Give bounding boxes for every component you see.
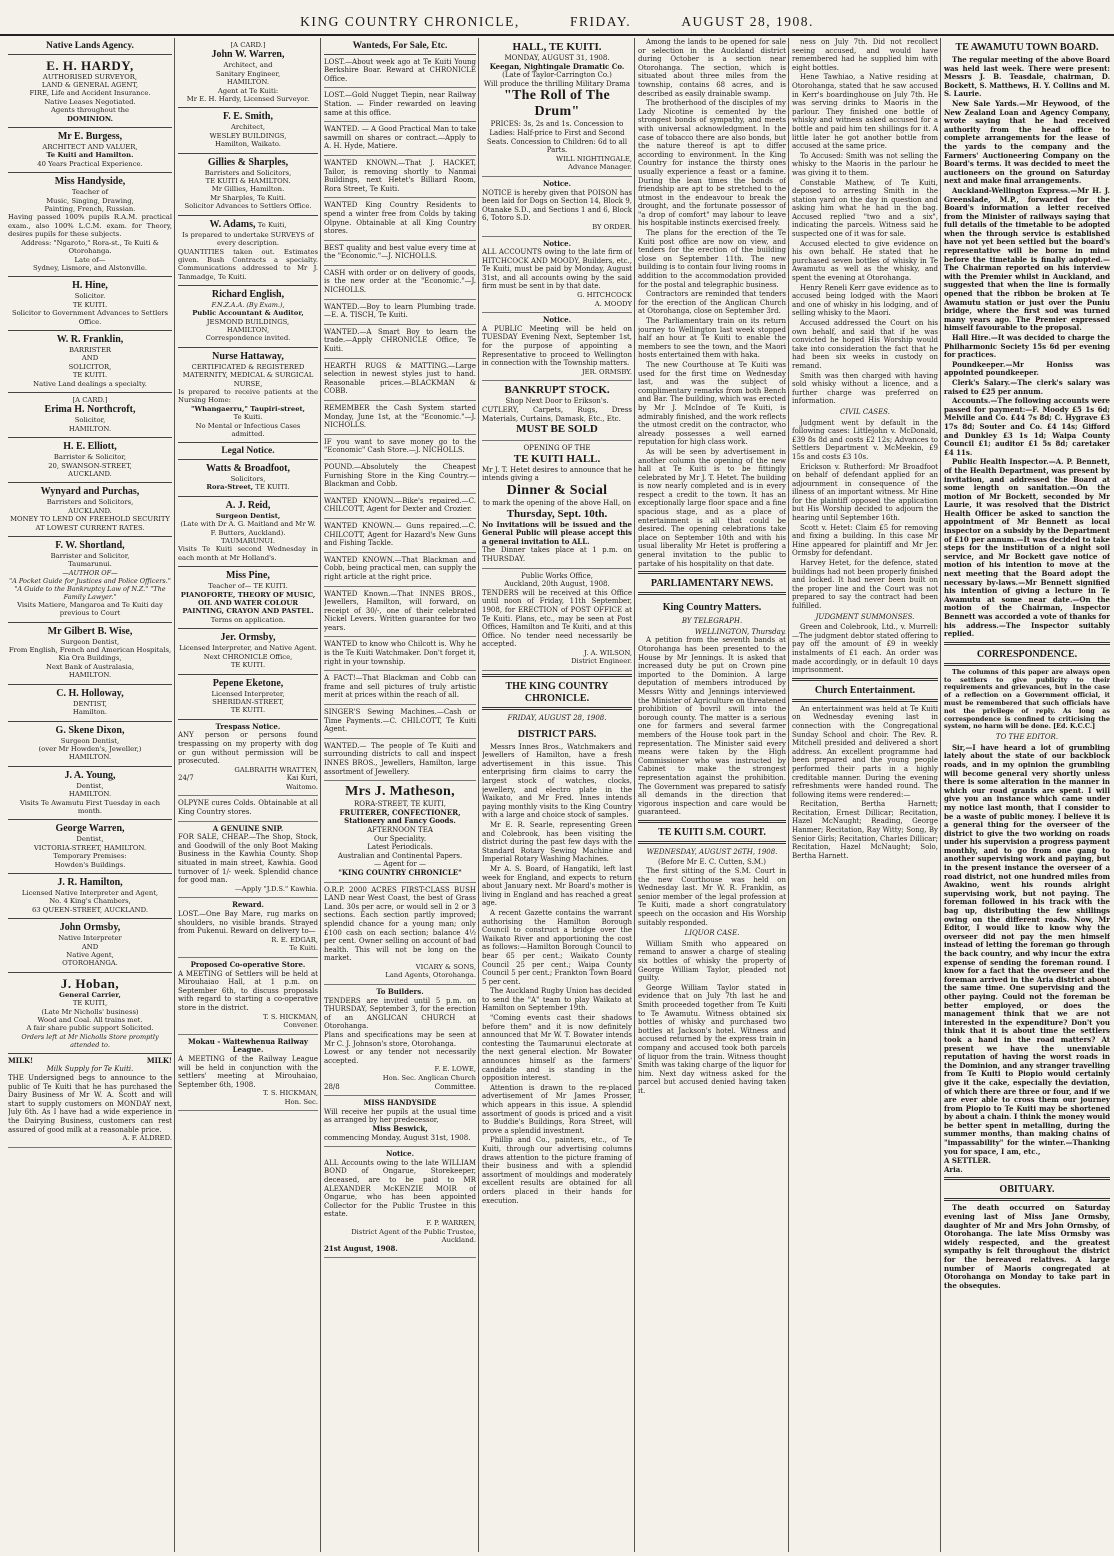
wanted-ad: POUND.—Absolutely the Cheapest Furnishing Store in the King Country.—Blackman and Cobb. [324, 460, 476, 494]
card-young: J. A. Young, Dentist, HAMILTON. Visits Te Awamutu First Tuesday in each month. [8, 767, 172, 821]
wanted-ad: WANTED.—Boy to learn Plumbing trade.—E. A. TISCH, Te Kuiti. [324, 300, 476, 325]
column-rule [174, 38, 175, 1552]
masthead-title: KING COUNTRY CHRONICLE, [300, 14, 520, 29]
native-lands-heading: Native Lands Agency. [8, 38, 172, 55]
church-entertainment-heading: Church Entertainment. [792, 678, 938, 702]
wanted-ad: LOST.—Gold Nugget Tiepin, near Railway Station. — Finder rewarded on leaving same at this office. [324, 88, 476, 122]
by-telegraph: BY TELEGRAPH. [681, 617, 743, 626]
town-board-heading: TE AWAMUTU TOWN BOARD. [955, 42, 1099, 53]
masthead-date: AUGUST 28, 1908. [681, 14, 814, 29]
bankrupt-stock-ad: BANKRUPT STOCK. Shop Next Door to Erikson's. CUTLERY, Carpets, Rugs, Dress Materials, Curtains, Damask, Etc., Etc. MUST BE SOLD [482, 381, 632, 441]
milk-supply-ad: MILK! MILK! Milk Supply for Te Kuiti. THE Undersigned begs to announce to the public of Te Kuiti that he has purchased the Dairy Business of Mr W. A. Scott and will start to supply customers on MONDAY next, July 6th. As I have had a wide experience in the Dairying Business, customers can rest assured of good milk at a reasonable price. A. F. ALDRED. [8, 1054, 172, 1148]
card-hamilton: J. R. Hamilton, Licensed Native Interpreter and Agent, No. 4 King's Chambers, 63 QUEEN-STREET, AUCKLAND. [8, 874, 172, 919]
reward-ad: Reward. LOST.—One Bay Mare, rug marks on shoulders, no visible brands. Strayed from Pukenui. Reward on delivery to— R. E. EDGAR, Te Kuiti. [178, 898, 318, 958]
masthead-day: FRIDAY. [569, 14, 632, 29]
column-7 [944, 38, 1110, 1552]
wanted-ads-list [324, 55, 476, 782]
card-northcroft: [A CARD.] Erima H. Northcroft, Solicitor, HAMILTON. [8, 393, 172, 438]
column-rule [788, 38, 789, 1552]
card-burgess: Mr E. Burgess, ARCHITECT AND VALUER, Te Kuiti and Hamilton. 40 Years Practical Experience. [8, 128, 172, 173]
masthead [0, 0, 1114, 36]
district-par: The Auckland Rugby Union has decided to send the "A" team to play Waikato at Hamilton on September 19th. [482, 987, 632, 1013]
news-paragraph: Constable Mathew, of Te Kuiti, deposed to arresting Smith in the station yard on the day in question and asking him what he had in the bag. Accused replied "two and a six", indicating the parcels. Witness said he suspected one of it was for sale. [792, 178, 938, 239]
news-paragraph: The brotherhood of the disciples of my Lady Nicotine is cemented by the strongest bonds of sympathy, and meets with universal acknowledgment. In the case of tobacco there are also bonds, but the nature thereof is apt to differ according to environment. In the King Country for instance the thirsty ones usually experience a feast or a famine. During the lean times the bonds of friendship are apt to be stretched to the utmost in the endeavour to break the drought, and the fortunate possessor of "a drop of comfort" may labour to leave his hospitable instincts exercised freely. [638, 99, 786, 228]
district-par: A recent Gazette contains the warrant authorising the Hamilton Borough Council to construct a bridge over the Waikato River and apportioning the cost as follows:—Hamilton Borough Council to bear 65 per cent.; Waikato County Council 25 per cent.; Waipa County Council 5 per cent.; Frankton Town Board 5 per cent. [482, 908, 632, 986]
news-paragraph: New Sale Yards.—Mr Heywood, of the New Zealand Loan and Agency Company, wrote saying that he had received authority from the head office to complete arrangements for the lease of the yards to the company and the Farmers' Auctioneering Company on the Board's terms. It was decided to meet the auctioneers on the ground on Saturday next and make final arrangements. [944, 98, 1110, 186]
hall-opening-ad: OPENING OF THE TE KUITI HALL. Mr J. T. Hetet desires to announce that he intends giving a Dinner & Social to mark the opening of the above Hall, on Thursday, Sept. 10th. No Invitations will be issued and the General Public will please accept this a general invitation to ALL. The Dinner takes place at 1 p.m. on THURSDAY. [482, 441, 632, 568]
district-par: Mr E. R. Searle, representing Green and Colebrook, has been visiting the district during the past few days with the Standard Rotary Sewing Machine and Imperial Rotary Washing Machines. [482, 821, 632, 864]
news-paragraph: ness on July 7th. Did not recollect seeing accused, and would have remembered had he supplied him with eight bottles. [792, 38, 938, 72]
card-adams: W. Adams, Te Kuiti, Is prepared to undertake SURVEYS of every description. QUANTITIES taken out. Estimates given. Bush Contracts a specialty. Communications addressed to Mr J. Tanmadge, Te Kuiti. [178, 216, 318, 286]
card-smith: F. E. Smith, Architect, WESLEY BUILDINGS, Hamilton, Waikato. [178, 108, 318, 153]
wanted-ad: WANTED Known.—That INNES BROS., Jewellers, Hamilton, will forward, on receipt of 30/-, one of their celebrated Nickel Levers. Written guarantee for two years. [324, 587, 476, 638]
court-date: WEDNESDAY, AUGUST 26TH, 1908. [646, 847, 778, 856]
letter-body: Sir,—I have heard a lot of grumbling lately about the state of our backblock roads, and in my opinion the grumbling will become general very shortly unless there is some alteration in the manner in which our road grants are spent. I will give you an instance which came under my notice last month, that I consider to be a waste of public money. I believe it is a general thing for the overseer of the district to give the two working on roads under his supervision a progress payment monthly, and to go from one gang to another supervising work and paying, but in the present instance the overseer of a road district, not one hundred miles from Awakino, went his rounds alright supervising work, but not paying. The foreman followed in his track with the bag up, distributing the few shillings owing on the different roads. Now, Mr Editor, I would like to know why the overseer did not pay the men himself instead of letting the foreman go through the back country, and why incur the extra expense of sending the foreman round. I know for a fact that the overseer and the foreman arrived in the Aria district about the same time. One supervising and the other paying. Could not the foreman be better employed, or does the management think that we are not interested in the expenditure? Don't you think that it is about time the settlers took a hand in the road matters? At present we have the unenviable reputation of having the worst roads in the Dominion, and any stranger travelling from Te Kuiti to Piopio would certainly give it the cake, especially the deviation, of which there are three or four, and if we are ever able to cross them our journey from Piopio to Te Kuiti may be shortened by about a chain. I think the money would be better spent in metalling, during the summer months, than making chains of "impassability" for the winter.—Thanking you for space, I am, etc., [944, 742, 1110, 1156]
card-dixon: G. Skene Dixon, Surgeon Dentist, (over Mr Howden's, Jeweller,) HAMILTON. [8, 722, 172, 767]
wanted-ad: WANTED KNOWN.—That Blackman and Cobb, being practical men, can supply the right article at the right price. [324, 553, 476, 587]
dateline: WELLINGTON, Thursday. [694, 627, 786, 636]
card-english: Richard English, F.N.Z.A.A. (By Exam.), Public Accountant & Auditor, JESMOND BUILDINGS, HAMILTON, Correspondence invited. [178, 286, 318, 348]
wanted-ad: BEST quality and best value every time at the "Economic."—J. NICHOLLS. [324, 241, 476, 266]
wanted-ad: WANTED.—A Smart Boy to learn the trade.—Apply CHRONICLE Office, Te Kuiti. [324, 325, 476, 359]
court-before: (Before Mr E. C. Cutten, S.M.) [658, 858, 766, 867]
matheson-ad: Mrs J. Matheson, RORA-STREET, TE KUITI, FRUITERER, CONFECTIONER, Stationery and Fancy Goods. AFTERNOON TEA Our Speciality. Latest Periodicals. Australian and Continental Papers. — Agent for — "KING COUNTRY CHRONICLE" [324, 781, 476, 882]
news-paragraph: Accused elected to give evidence on his own behalf. He stated that he purchased seven bottles of whisky in Te Awamutu as well as the whisky, and spent the evening at Otorohanga. [792, 239, 938, 283]
column-3 [324, 38, 476, 1552]
miss-handyside-ad: MISS HANDYSIDE Will receive her pupils at the usual time as arranged by her predecessor, Miss Beswick, commencing Monday, August 31st, 1908. [324, 1096, 476, 1147]
card-wynyard: Wynyard and Purchas, Barristers and Solicitors, AUCKLAND. MONEY TO LEND ON FREEHOLD SECURITY AT LOWEST CURRENT RATES. [8, 483, 172, 537]
wanted-ad: WANTED King Country Residents to spend a winter free from Colds by taking Olpyne. Obtainable at all King Country stores. [324, 198, 476, 240]
wanted-ad: WANTED.— The people of Te Kuiti and surrounding districts to call and inspect INNES BROS., Jewellers, Hamilton, large assortment of Jewellery. [324, 739, 476, 781]
cooperative-store-ad: Proposed Co-operative Store. A MEETING of Settlers will be held at Mirouhaiao Hall, at 1 p.m. on September 6th, to discuss proposals with regard to starting a co-operative store in the district. T. S. HICKMAN, Convener. [178, 958, 318, 1035]
news-paragraph: Among the lands to be opened for sale or selection in the Auckland district during October is a section near Otorohanga. The section, which is situated about three miles from the township, contains 68 acres, and is described as easily drainable swamp. [638, 38, 786, 98]
trespass-notice: Trespass Notice. ANY person or persons found trespassing on my property with dog or gun without permission will be prosecuted. GALBRAITH WRATTEN, 24/7 Kai Kuri, Waitomo. [178, 720, 318, 797]
hall-drama-ad: HALL, TE KUITI. MONDAY, AUGUST 31, 1908. Keegan, Nightingale Dramatic Co. (Late of Taylor-Carrington Co.) Will produce the thrilling Military Drama "The Roll of The Drum" PRICES: 3s, 2s and 1s. Concession to Ladies: Half-price to First and Second Seats. Concession to Children: 6d to all Parts. WILL NIGHTINGALE, Advance Manager. [482, 38, 632, 177]
king-country-matters-heading: King Country Matters. [662, 602, 762, 614]
public-meeting-notice: Notice. A PUBLIC Meeting will be held on TUESDAY Evening Next, September 1st, for the purpose of appointing a Representative to proceed to Wellington in connection with the Township matters. JER. ORMSBY. [482, 313, 632, 381]
card-reid: A. J. Reid, Surgeon Dentist, (Late with Dr A. G. Maitland and Mr W. F. Butters, Auckland). TAUMARUNUI. Visits Te Kuiti second Wednesday in each month at Mr Holland's. [178, 497, 318, 567]
district-par: Mr A. S. Board, of Hangatiki, left last week for England, and expects to return about January next. Mr Board's mother is living in England and has reached a great age. [482, 864, 632, 908]
wanted-ad: WANTED. — A Good Practical Man to take sawmill on shares or contract.—Apply to A. H. Hyde, Matiere. [324, 122, 476, 156]
column-6 [792, 38, 938, 1552]
card-hoban: J. Hoban, General Carrier, TE KUITI, (Late Mr Nicholls' business) Wood and Coal. All trains met. A fair share public support Solicited. Orders left at Mr Nicholls Store promptly attended to. [8, 973, 172, 1054]
wanted-ad: A FACT!—That Blackman and Cobb can frame and sell pictures of truly artistic merit at prices within the reach of all. [324, 671, 476, 705]
orp-bush-land-ad: O.R.P. 2000 ACRES FIRST-CLASS BUSH LAND near West Coast, the best of Grass Land. 30s per acre, or would sell in 2 or 3 sections. Each section partly improved; splendid chance for a young man; only £100 cash on each section; balance 4½ per cent. Owner selling on account of bad health. This will not be long on the market. VICARY & SONS, Land Agents, Otorohanga. [324, 883, 476, 986]
news-paragraph: Auckland-Wellington Express.—Mr H. J. Greenslade, M.P., forwarded for the Board's information a letter received from the Minister of railways saying that full details of the timetable to be adopted when the through service is established have not yet been settled but the board's representative will be borne in mind before the timetable is finally adopted.—The Chairman reported on his interview with the Premier whilst in Auckland, and suggested that when the line is formally opened that the ribbon be broken at Te Awamutu station or just over the Puniu bridge, where the first sod was turned many years ago. The Premier expressed himself favourable to the proposal. [944, 185, 1110, 333]
column-2 [178, 38, 318, 1552]
wanted-ad: WANTED to know who Chilcott is. Why he is the Te Kuiti Watchmaker. Don't forget it, right in your township. [324, 637, 476, 671]
parliamentary-news-heading: PARLIAMENTARY NEWS. [638, 571, 786, 595]
news-paragraph: An entertainment was held at Te Kuiti on Wednesday evening last in connection with the Congregational Sunday School and choir. The Rev. R. Mitchell presided and delivered a short address. An excellent programme had been prepared and the young people performed their parts in a highly creditable manner. During the evening refreshments were handed round. The following items were rendered:— [792, 704, 938, 799]
column-1 [8, 38, 172, 1552]
news-paragraph: Clerk's Salary.—The clerk's salary was raised to £25 per annum. [944, 377, 1110, 396]
news-paragraph: George William Taylor stated in evidence that on July 7th last he and Smith proceeded together from Te Kuiti to Te Awamutu. Witness obtained six bottles of whisky and purchased two bottles at Jackson's hotel. Witness and accused returned by the express train in company and accused took both parcels of liquor from the train. Witness thought Smith was taking charge of the liquor for him. Next day witness asked for the parcel but accused denied having taken it. [638, 983, 786, 1095]
news-paragraph: Harvey Hetet, for the defence, stated buildings had not been properly finished and locked. It had never been built on the proper line and the Court was not prepared to say the contract had been fulfilled. [792, 559, 938, 610]
legal-notice-heading: Legal Notice. [178, 443, 318, 460]
news-paragraph: The Parliamentary train on its return journey to Wellington last week stopped half an hour at Te Kuiti to enable the members to see the town, and the Maori hosts entertained them with haka. [638, 317, 786, 360]
news-paragraph: Scott v. Hetet: Claim £5 for removing and fixing a building. In this case Mr Hine appeared for plaintiff and Mr Jer. Ormsby for defendant. [792, 523, 938, 558]
wanted-ad: CASH with order or on delivery of goods, is the new order at the "Economic."—J. NICHOLLS. [324, 266, 476, 300]
liquor-case-heading: LIQUOR CASE. [684, 929, 740, 938]
poison-notice: Notice. NOTICE is hereby given that POISON has been laid for Dogs on Section 14, Block 9, Otanake S.D., and Sections 1 and 6, Block 6, Totoro S.D. BY ORDER. [482, 177, 632, 237]
news-paragraph: Hall Hire.—It was decided to charge the Philharmonic Society 15s 6d per evening for practices. [944, 333, 1110, 360]
letter-place: Aria. [944, 1164, 963, 1174]
card-handyside: Miss Handyside, Teacher of Music, Singing, Drawing, Painting, French, Russian. Having passed 100% pupils R.A.M. practical exam., also 100% L.C.M. exam. for Theory, desires pupils for these subjects. Address: "Ngaroto," Rora-st., Te Kuiti & Otorohanga. Late of— Sydney, Lismore, and Alstonville. [8, 173, 172, 277]
wanted-ad: WANTED KNOWN.—That J. HACKET, Tailor, is removing shortly to Nanmai Buildings, next Hetet's Billiard Room, Rora Street, Te Kuiti. [324, 156, 476, 198]
card-wise: Mr Gilbert B. Wise, Surgeon Dentist, From English, French and American Hospitals, Kia Ora Buildings, Next Bank of Australasia, HAMILTON. [8, 623, 172, 685]
court-heading: TE KUITI S.M. COURT. [638, 820, 786, 844]
wanteds-heading: Wanteds, For Sale, Etc. [324, 38, 476, 55]
news-paragraph: Contractors are reminded that tenders for the erection of the Anglican Church at Otorohanga, close on September 3rd. [638, 290, 786, 316]
card-hine: H. Hine, Solicitor. TE KUITI. Solicitor to Government Advances to Settlers Office. [8, 277, 172, 331]
news-paragraph: Smith was then charged with having sold whisky without a licence, and a further charge was preferred on information. [792, 371, 938, 406]
card-pine: Miss Pine, Teacher of— TE KUITI. PIANOFORTE, THEORY OF MUSIC, OIL AND WATER COLOUR PAINTING, CRAYON AND PASTEL. Terms on application. [178, 567, 318, 629]
wanted-ad: HEARTH RUGS & MATTING.—Large selection in newest styles just to hand. Reasonable prices.—BLACKMAN & COBB. [324, 359, 476, 401]
news-paragraph: The first sitting of the S.M. Court in the new Courthouse was held on Wednesday last. Mr W. R. Franklin, as senior member of the legal profession at Te Kuiti, made a short congratulatory speech on the occasion and His Worship suitably responded. [638, 867, 786, 927]
district-par: Attention is drawn to the re-placed advertisement of Mr James Prosser, which appears in this issue. A splendid assortment of goods is priced and a visit to Buddie's Buildings, Rora Street, will prove a splendid investment. [482, 1083, 632, 1135]
paper-date: FRIDAY, AUGUST 28, 1908. [507, 714, 607, 723]
news-paragraph: The regular meeting of the above Board was held last week. There were present: Messrs J. B. Teasdale, chairman, D. Bockett, S. Matthews, H. Y. Collins and M. S. Laurie. [944, 55, 1110, 99]
district-par: Messrs Innes Bros., Watchmakers and Jewellers of Hamilton, have a fresh advertisement in this issue. This enterprising firm claims to carry the largest stock of watches, clocks, jewellery, and electro plate in the Waikato, and Mr Fred. Innes intends paying monthly visits to the King Country with a large and choice stock of samples. [482, 742, 632, 820]
civil-cases-heading: CIVIL CASES. [840, 407, 890, 416]
card-watts: Watts & Broadfoot, Solicitors, Rora-Street, TE KUITI. [178, 460, 318, 497]
wanted-ad: WANTED KNOWN.— Guns repaired.—C. CHILCOTT, Agent for Hazard's New Guns and Fishing Tackle. [324, 519, 476, 553]
post-office-tender-ad: Public Works Office, Auckland, 20th August, 1908. TENDERS will be received at this Office until noon of Friday, 11th September, 1908, for ERECTION of POST OFFICE at Te Kuiti. Plans, etc., may be seen at Post Offices, Hamilton and Te Kuiti, and at this Office. No tender need necessarily be accepted. J. A. WILSON, District Engineer. [482, 569, 632, 672]
card-franklin: W. R. Franklin, BARRISTER AND SOLICITOR, TE KUITI. Native Land dealings a specialty. [8, 331, 172, 393]
card-gillies: Gillies & Sharples, Barristers and Solicitors, TE KUITI & HAMILTON. Mr Gillies, Hamilton. Mr Sharples, Te Kuiti. Solicitor Advances to Settlers Office. [178, 154, 318, 216]
obituary-heading: OBITUARY. [944, 1177, 1110, 1201]
news-paragraph: Judgment went by default in the following cases: Littlejohn v. McDonald, £39 8s 8d and costs £2 12s; Advances to Settlers Department v. McMeekin, £9 15s and costs £3 10s. [792, 418, 938, 461]
district-par: "Coming events cast their shadows before them" and it is now definitely announced that Mr W. T. Bowater intends contesting the Taumarunui electorate at the next general election. Mr Bowater announces himself as the farmers' candidate and is standing in the opposition interest. [482, 1014, 632, 1083]
wanted-ad: IF you want to save money go to the "Economic" Cash Store.—J. NICHOLLS. [324, 435, 476, 460]
to-the-editor: TO THE EDITOR. [995, 733, 1059, 742]
news-paragraph: The plans for the erection of the Te Kuiti post office are now on view, and tenders for the erection of the building close on September 11th. The new building is to contain four living rooms in addition to the accommodation provided for the postal and telegraphic business. [638, 229, 786, 289]
news-paragraph: Hene Tawhiao, a Native residing at Otorohanga, stated that he saw accused in Kerr's boardinghouse on July 7th. He was serving drinks to Maoris in the parlour. They finished one bottle of whisky and witness asked accused for a bottle and paid him ten shillings for it. A little later he got another bottle from accused at the same price. [792, 73, 938, 151]
olpyne-ad: OLPYNE cures Colds. Obtainable at all King Country stores. [178, 796, 318, 821]
hitchcock-notice: Notice. ALL ACCOUNTS owing to the late firm of HITCHCOCK AND MOODY, Builders, etc., Te Kuiti, must be paid by Monday, August 31st, and all accounts owing by the said firm must be sent in by that date. G. HITCHCOCK A. MOODY [482, 237, 632, 314]
card-elliott: H. E. Elliott, Barrister & Solicitor, 20, SWANSON-STREET, AUCKLAND. [8, 438, 172, 483]
news-paragraph: Green and Colebrook, Ltd., v. Murrell:—The judgment debtor stated offering to pay off the amount of £9 in weekly instalments of £1 each. An order was made accordingly, or in default 10 days imprisonment. [792, 623, 938, 675]
district-par: Phillip and Co., painters, etc., of Te Kuiti, through our advertising columns draws attention to the picture framing of their business and with a splendid assortment of mouldings and moderately excellent results are obtained for all orders placed in their hands for execution. [482, 1136, 632, 1205]
news-paragraph: As will be seen by advertisement in another column the opening of the new hall at Te Kuiti is to be fittingly celebrated by Mr J. T. Hetet. The building is now nearly completed and is in every respect a credit to the town. It has an exceptionally large floor space and a fine spacious stage, and as a place of entertainment is all that could be desired. The opening celebrations take place on September 10th and with his usual liberality Mr Hetet is proffering a general invitation to the public to partake of his hospitality on that date. [638, 447, 786, 568]
card-hardy: E. H. HARDY, AUTHORISED SURVEYOR, LAND & GENERAL AGENT, FIRE, Life and Accident Insurance. Native Leases Negotiated. Agents throughout the DOMINION. [8, 55, 172, 128]
card-jer-ormsby: Jer. Ormsby, Licensed Interpreter, and Native Agent. Next CHRONICLE Office, TE KUITI. [178, 629, 318, 674]
paper-nameplate: THE KING COUNTRY CHRONICLE. [482, 674, 632, 710]
news-paragraph: Accounts.—The following accounts were passed for payment:—F. Moody £5 1s 6d; Melville and Co. £44 7s 8d; C. Hygrave £3 17s 8d; Souter and Co. £4 14s; Gifford and Dunkley £3 1s 1d; Waipa County Council £1; auditor £1 5s 8d; caretaker £4 11s. [944, 396, 1110, 457]
card-george-warren: George Warren, Dentist, VICTORIA-STREET, HAMILTON. Temporary Premises: Howden's Buildings. [8, 820, 172, 874]
news-paragraph: Poundkeeper.—Mr Honiss was appointed poundkeeper. [944, 359, 1110, 378]
genuine-snip-ad: A GENUINE SNIP. FOR SALE, CHEAP.—The Shop, Stock, and Goodwill of the only Boot Making Business in the Kawhia County. Shop situated in main street, Kawhia. Good turnover of 1/- week. Splendid chance for good man. —Apply "J.D.S." Kawhia. [178, 822, 318, 899]
column-rule [634, 38, 635, 1552]
column-rule [940, 38, 941, 1552]
obituary-text: The death occurred on Saturday evening last of Miss Jane Ormsby, daughter of Mr and Mrs John Ormsby, of Otorohanga. The late Miss Ormsby was widely respected, and the greatest sympathy is felt throughout the district for the bereaved relatives. A large number of Maoris congregated at Otorohanga on Monday to take part in the obsequies. [944, 1203, 1110, 1290]
wanted-ad: REMEMBER the Cash System started Monday, June 1st, at the "Economic."—J. NICHOLLS. [324, 401, 476, 435]
judgment-summonses-heading: JUDGMENT SUMMONSES. [815, 612, 915, 621]
column-4 [482, 38, 632, 1552]
railway-league-ad: Mokau - Waitewhenua Railway League. A MEETING of the Railway League will be held in conjunction with the settlers' meeting at Mirouhaiao, September 6th, 1908. T. S. HICKMAN, Hon. Sec. [178, 1035, 318, 1112]
news-paragraph: To Accused: Smith was not selling the whisky to the Maoris in the parlour he was giving it to them. [792, 151, 938, 177]
news-paragraph: Accused addressed the Court on his own behalf, and said that if he was convicted he hoped His Worship would take into consideration the fact that he had been six weeks in custody on remand. [792, 319, 938, 370]
card-hattaway: Nurse Hattaway, CERTIFICATED & REGISTERED MATERNITY, MEDICAL & SURGICAL NURSE, Is prepared to receive patients at the Nursing Home: "Whangaerru," Taupiri-street, Te Kuiti. No Mental or Infectious Cases admitted. [178, 348, 318, 444]
card-ormsby: John Ormsby, Native Interpreter AND Native Agent, OTOROHANGA. [8, 919, 172, 973]
news-paragraph: Recitation, Bertha Harnett; Recitation, Ernest Dillicar; Recitation, Hazel McNaught; Reading, George Hanmer; Recitation, Ray Witty; Song, By Senior Girls; Recitation, Charles Dillicar; Recitation, Hazel McNaught; Solo, Bertha Harnett. [792, 800, 938, 860]
column-rule [478, 38, 479, 1552]
card-holloway: C. H. Holloway, DENTIST, Hamilton. [8, 685, 172, 722]
correspondence-disclaimer: The columns of this paper are always open to settlers to give publicity to their requirements and grievances, but in the case of a reflection on a Government official, it must be remembered that such officials have not the privilege of reply. As long as correspondence is confined to criticising the system, no harm will be done. [Ed. K.C.C.] [944, 667, 1110, 731]
news-paragraph: Henry Reneli Kerr gave evidence as to accused being lodged with the Maori and one of whisky in his lodging, and of selling whisky to the Maori. [792, 283, 938, 318]
to-builders-ad: To Builders. TENDERS are invited until 5 p.m. on THURSDAY, September 3, for the erection of an ANGLICAN CHURCH at Otorohanga. Plans and specifications may be seen at Mr C. J. Johnson's store, Otorohanga. Lowest or any tender not necessarily accepted. F. E. LOWE, Hon. Sec. Anglican Church 28/8 Committee. [324, 985, 476, 1096]
column-5 [638, 38, 786, 1552]
bond-estate-notice: Notice. ALL Accounts owing to the late WILLIAM BOND of Ongarue, Storekeeper, deceased, are to be paid to MR ALEXANDER McKENZIE MOIR of Ongarue, who has been appointed Collector for the Public Trustee in this estate. F. P. WARREN, District Agent of the Public Trustee, Auckland. 21st August, 1908. [324, 1147, 476, 1258]
wanted-ad: SINGER'S Sewing Machines.—Cash or Time Payments.—C. CHILCOTT, Te Kuiti Agent. [324, 705, 476, 739]
news-paragraph: The new Courthouse at Te Kuiti was used for the first time on Wednesday last, and was the subject of complimentary remarks from both Bench and Bar. The building, which was erected by Mr J. McIndoe of Te Kuiti, is admirably finished, and the work reflects the utmost credit on the contractor, who already possesses a well earned reputation for high class work. [638, 360, 786, 447]
news-paragraph: Public Health Inspector.—A. P. Bennett, of the Health Department, was present by invitation, and addressed the Board at some length on sanitation.—On the motion of Mr Bockett, seconded by Mr Laurie, it was resolved that the District Health Officer be asked to sanction the appointment of Mr Bennett as local inspector on a subsidy by the Department of £10 per annum.—It was decided to take steps for the institution of a night soil service, and Mr Bockett gave notice of motion of his intention to move at the next meeting that the Board adopt the necessary by-laws.—Mr Bennett signified his intention of giving a lecture in Te Awamutu at some near date.—On the motion of the Chairman, Inspector Bennett was accorded a vote of thanks for his address.—The Inspector suitably replied. [944, 457, 1110, 639]
letter-signature: A SETTLER. [944, 1156, 991, 1166]
card-shortland: F. W. Shortland, Barrister and Solicitor, Taumarunui. —AUTHOR OF— "A Pocket Guide for Justices and Police Officers." "A Guide to the Bankruptcy Law of N.Z." "The Family Lawyer." Visits Matiere, Mangaroa and Te Kuiti day previous to Court [8, 537, 172, 623]
news-paragraph: A petition from the seventh bands at Otorohanga has been presented to the House by Mr Jennings. It is asked that increased duty be put on Crown pine imported to the Dominion. A large deputation of members introduced by Messrs Witty and Jennings interviewed the Minister of Agriculture on threatened prohibition of bovril swill into the borough county. The matter is a serious one for farmers and several farmer members of the House took part in the representation. The Minister said every means were taken by the High Commissioner who was instructed by Cabinet to make the strongest representation against the prohibition. The Government was prepared to satisfy all demands in the direction that vigorous inspection and care would be guaranteed. [638, 636, 786, 817]
news-paragraph: William Smith who appeared on remand to answer a charge of stealing six bottles of whisky the property of George William Taylor, pleaded not guilty. [638, 939, 786, 983]
news-paragraph: Erickson v. Rutherford: Mr Broadfoot on behalf of defendant applied for an adjournment in consequence of the illness of an important witness. Mr Hine for the plaintiff opposed the application but His Worship decided to adjourn the hearing until September 16th. [792, 462, 938, 523]
district-pars-heading: DISTRICT PARS. [517, 728, 597, 740]
card-eketone: Pepene Eketone, Licensed Interpreter, SHERIDAN-STREET, TE KUITI. [178, 675, 318, 720]
wanted-ad: LOST.—About week ago at Te Kuiti Young Berkshire Boar. Reward at CHRONICLE Office. [324, 55, 476, 89]
correspondence-heading: CORRESPONDENCE. [944, 642, 1110, 666]
wanted-ad: WANTED KNOWN.—Bike's repaired.—C. CHILCOTT, Agent for Dexter and Crozier. [324, 494, 476, 519]
card-john-warren: [A CARD.] John W. Warren, Architect, and Sanitary Engineer, HAMILTON. Agent at Te Kuiti: Mr E. H. Hardy, Licensed Surveyor. [178, 38, 318, 108]
column-rule [320, 38, 321, 1552]
